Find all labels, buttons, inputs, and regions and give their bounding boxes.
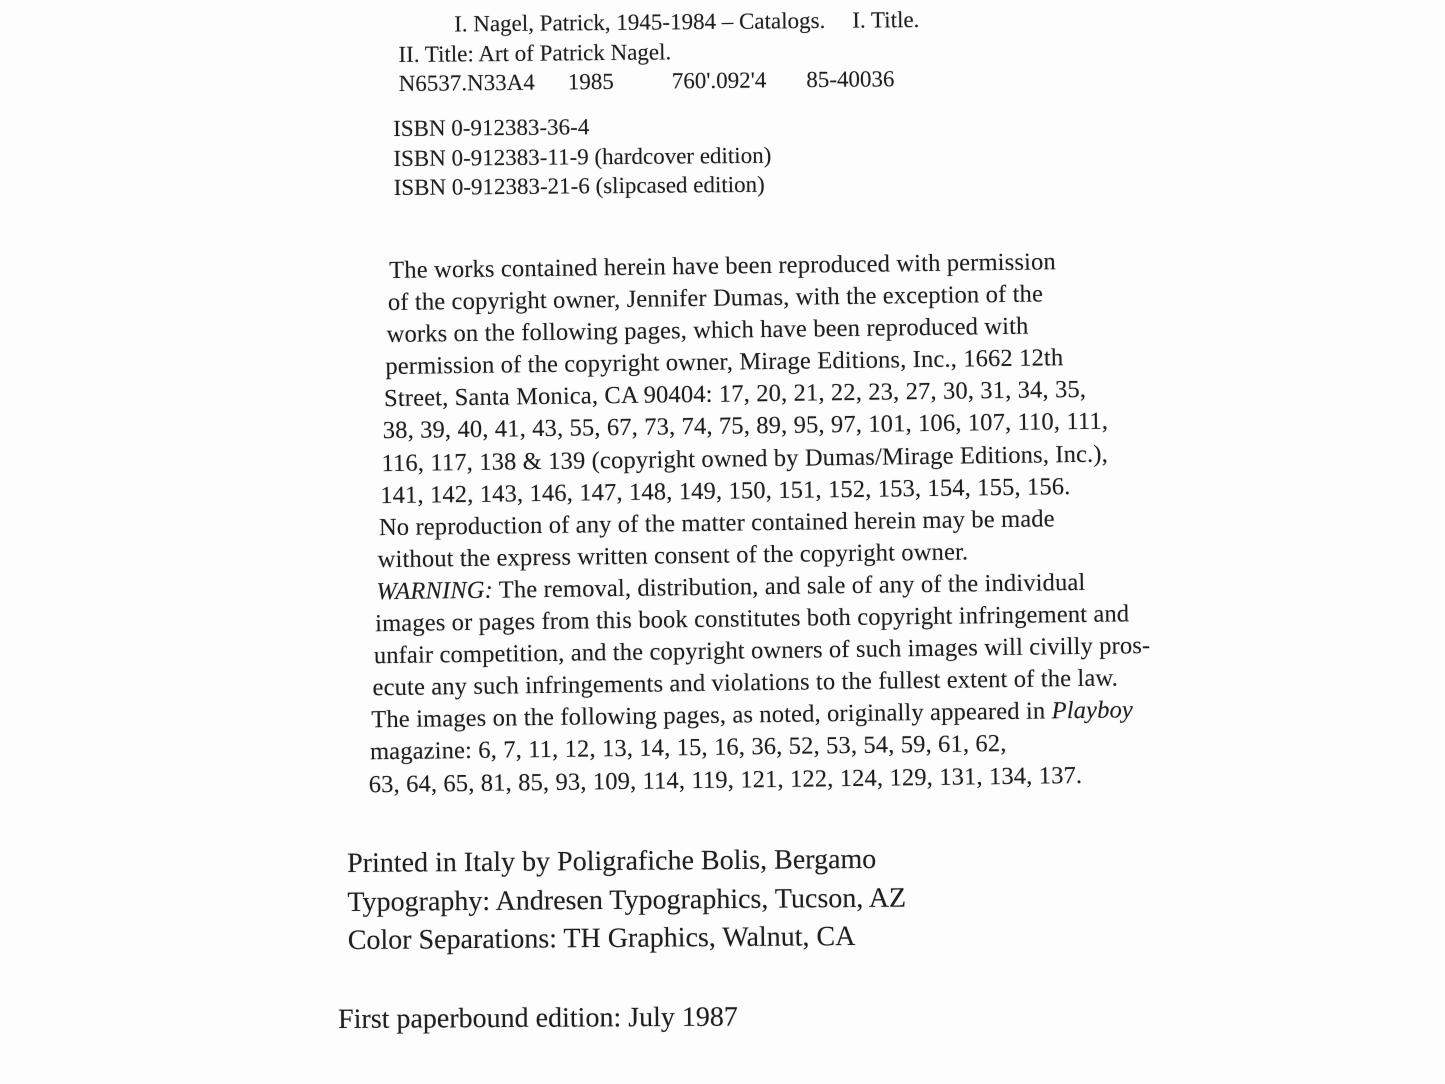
paragraph-italic-text: WARNING: [376, 576, 494, 606]
production-block [347, 841, 907, 961]
paragraph-text: images or pages from this book constitutes both copyright infringement and [374, 600, 1130, 638]
production-line-typography: Typography: Andresen Typographics, Tucson, AZ [347, 882, 907, 918]
paragraph-text: without the express written consent of the copyright owner. [377, 538, 969, 574]
paragraph-text: The works contained herein have been reproduced with permission [389, 248, 1056, 284]
production-line-printer: Printed in Italy by Poligrafiche Bolis, Bergamo [347, 843, 877, 879]
paragraph-text: 63, 64, 65, 81, 85, 93, 109, 114, 119, 121, 122, 124, 129, 131, 134, 137. [368, 761, 1083, 798]
paragraph-text: The images on the following pages, as noted, originally appeared in [371, 697, 1052, 734]
cip-call-number: N6537.N33A4 [398, 69, 535, 96]
cip-dewey-number: 760'.092'4 [671, 67, 767, 94]
production-line-color-separations: Color Separations: TH Graphics, Walnut, CA [347, 921, 856, 956]
cip-lccn: 85-40036 [806, 66, 895, 93]
paragraph-text: of the copyright owner, Jennifer Dumas, with the exception of the [387, 280, 1044, 317]
permission-paragraph [368, 245, 1152, 800]
edition-line: First paperbound edition: July 1987 [338, 1001, 738, 1035]
cip-title-ref: I. Title. [852, 6, 920, 33]
isbn-line: ISBN 0-912383-21-6 (slipcased edition) [393, 171, 765, 200]
isbn-line: ISBN 0-912383-36-4 [393, 114, 590, 141]
paragraph-text: unfair competition, and the copyright owners of such images will civilly pros- [373, 632, 1151, 670]
cip-title-entry: II. Title: Art of Patrick Nagel. [398, 38, 672, 67]
paragraph-text: 38, 39, 40, 41, 43, 55, 67, 73, 74, 75, 89, 95, 97, 101, 106, 107, 110, 111, [382, 408, 1109, 445]
isbn-line: ISBN 0-912383-11-9 (hardcover edition) [393, 142, 772, 171]
paragraph-text: Street, Santa Monica, CA 90404: 17, 20, 21, 22, 23, 27, 30, 31, 34, 35, [383, 376, 1087, 413]
cip-year: 1985 [567, 68, 614, 95]
cip-block [398, 5, 920, 98]
paragraph-italic-text: Playboy [1051, 696, 1134, 725]
paragraph-text: ecute any such infringements and violations to the fullest extent of the law. [372, 664, 1119, 702]
isbn-block [393, 111, 772, 203]
paragraph-text: works on the following pages, which have been reproduced with [386, 312, 1029, 349]
paragraph-text: 116, 117, 138 & 139 (copyright owned by Dumas/Mirage Editions, Inc.), [381, 440, 1109, 477]
cip-line-subject [398, 5, 920, 40]
paragraph-text: The removal, distribution, and sale of any of the individual [492, 568, 1086, 604]
paragraph-text: No reproduction of any of the matter contained herein may be made [378, 505, 1055, 541]
paragraph-text: 141, 142, 143, 146, 147, 148, 149, 150, 151, 152, 153, 154, 155, 156. [380, 472, 1071, 509]
paragraph-text: magazine: 6, 7, 11, 12, 13, 14, 15, 16, 36, 52, 53, 54, 59, 61, 62, [369, 730, 1007, 766]
cip-line-numbers [399, 64, 921, 99]
paragraph-text: permission of the copyright owner, Mirage Editions, Inc., 1662 12th [385, 344, 1064, 381]
cip-subject-entry: I. Nagel, Patrick, 1945-1984 – Catalogs. [454, 7, 826, 37]
